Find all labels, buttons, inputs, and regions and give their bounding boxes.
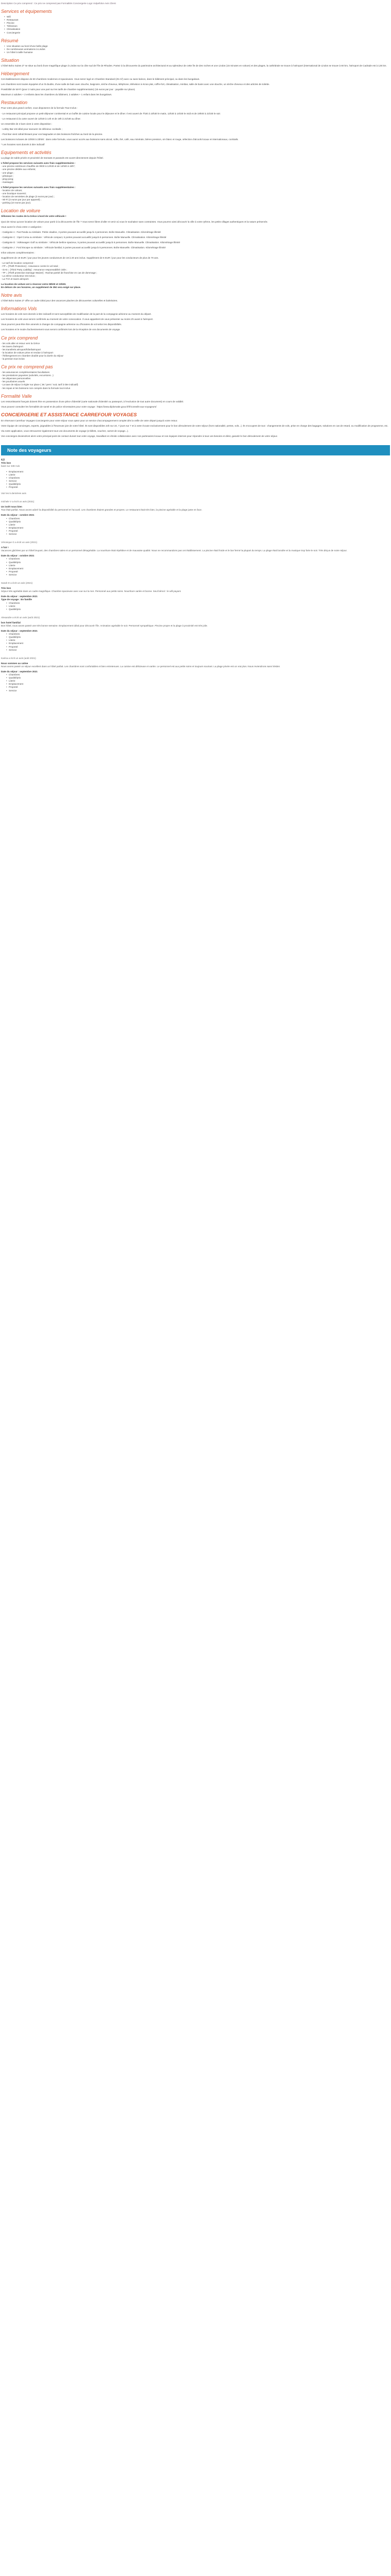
paragraph: Vous aurez le choix entre 4 catégories : [1,225,43,228]
criteria-item: • Qualité/prix [6,676,390,680]
criteria-item: • Qualité/prix [6,483,390,486]
paragraph: Les horaires de vols sont donnés à titre indicatif et sont susceptibles de modification de la part de la compagnie aérienne au moment du départ. [1,313,152,316]
paragraph: - Catégorie C : Opel Corsa ou similaire : Véhicule compact, 5 portes pouvant accueillir jusqu'à 5 personnes. Boîte Manuelle. Climatisation. Kilométrage illimité [1,235,167,239]
list-item: • Une situation au bord d'une belle plage [4,45,390,48]
review-title: Très bon [1,587,11,590]
paragraph: L'hôtel propose les services suivants avec frais supplémentaires : [1,162,76,165]
hebergement-title: Hébergement [1,71,29,77]
page [1,2,390,692]
criteria-item: • Chambres [6,477,390,480]
criteria-item: • Emplacement [6,567,390,570]
paragraph: Maximum 2 adultes + 2 enfants dans les chambres du bâtiment, 2 adultes + 1 enfant dans les bungalows. [1,93,112,96]
criteria-item: • Service [6,480,390,483]
paragraph: - Le restaurant à la carte ouvert de 12h30 à 14h et de 19h à 21h30 au dîner. [1,117,81,120]
criteria-item: • Literie [6,639,390,642]
review-text: Séjour très agréable dans un cadre magnifique. Chambre spacieuse avec vue sur la mer. Personnel aux petits soins. Nourriture variée et bonne. Seul bémol : le wifi payant. [1,590,182,593]
avis-title: Notre avis [1,293,22,298]
paragraph: La plage de sable privée et proximité de transats et parasols est ouvert directement depuis l'hôtel. [1,157,104,160]
list-item: • Un hôtel à taille humaine [4,51,390,54]
line: - une boutique souvenir; [1,192,27,195]
criteria-item: • Literie [6,605,390,608]
review-author: Sarah D a écrit un avis (2021) [1,582,33,585]
review-date: Date du séjour : septembre 2021 [1,630,38,633]
line: - TP = [Theft protection Damage Waiver] : Rachat partiel de franchise en cas de dommage ; [1,271,97,274]
line: - massages [1,180,13,183]
line: - les repas et les boissons non compris dans la formule tout inclus [1,386,71,389]
list-item: • Climatisation [4,28,390,31]
review-card [1,500,390,536]
paragraph: - Catégorie D : Volkswagen Golf ou similaire : Véhicule berline spacieux, 5 portes pouvant accueillir jusqu'à 5 personnes. Boîte Manuelle. Climatisation. Kilométrage illimité [1,241,181,244]
list-item: • Piscine [4,22,390,25]
resume-list [4,45,390,54]
paragraph: La location de voiture est à réserver entre 08h00 et 23h00. [1,282,67,285]
list-item: • Restaurant [4,19,390,22]
paragraph: Les horaires de vols vous seront confirmés au moment de votre convocation. Il vous appartient de vous présenter au moins 2h avant à l'aéroport. [1,318,154,321]
criteria-item: • Qualité/prix [6,608,390,611]
line: - la pension tout inclus [1,358,25,360]
list-item: • Conciergerie [4,31,390,35]
review-criteria [6,633,390,652]
criteria-item: • Literie [6,473,390,477]
criteria-item: • Service [6,533,390,536]
formalite-title: Formalité Valle [1,393,32,399]
reviews-count-link[interactable]: Voir les 5 dernières avis [1,492,26,495]
line: - les transferts aéroport/hôtel/aéroport [1,348,41,351]
review-author: Véronique G a écrit un avis (2021) [1,541,37,544]
review-criteria [6,517,390,536]
line: - ping-pong; [1,177,14,180]
paragraph: Vous pourrez peut-être être amenés à changer de compagnie aérienne ou d'horaires de vol selon les disponibilités. [1,323,122,326]
paragraph: En réservant Carrefour Voyages Conciergerie pour votre séjour vous optez pour un service d'accompagnement complet dès la veille de votre départ jusqu'à votre retour. [1,419,178,422]
review-title: Un isolé nous bien [1,505,22,509]
overall-score [1,459,390,495]
criteria-item: • Service [6,689,390,692]
review-trip-type: Type de voyage : En famille [1,598,32,601]
list-item: • Wifi [4,15,390,19]
paragraph: Quoi de mieux qu'une location de voiture pour partir à la découverte de l'île ? Vous serez libres d'aller et venir où vous le souhaitez sans contraintes. Vous pourrez ainsi découvrir la ville à votre rythme, les petits villages authentiques et la nature préservée. [1,220,268,223]
review-card [1,541,390,577]
line: - pétanque ; [1,174,14,177]
paragraph: En dehors de ces horaires, un supplément de 35€ sera exigé sur place. [1,285,81,289]
paragraph: - Pool Bar vient rafraîchissant pour vos baignades et des boissons fraîches au bord de la piscine. [1,132,103,135]
criteria-item: • Qualité/prix [6,561,390,564]
paragraph: Votre équipe de concierges, experts, joignables à l'heureuse joie de votre hôtel. Ils sont disponibles 24h sur 24, 7 jours sur 7 et à votre écoute exclusivement pour le bon déroulement de votre séjour (hors nationalité, pertes, vols...). Ils s'occupent de tout : changements de vols, prise en charge des bagages, solutions en cas de retard, ou modification de programme, etc. [1,424,388,427]
review-criteria [6,602,390,611]
services-title: Services et équipements [1,9,52,14]
line: - les prestations payantes (activités, excursions...) [1,374,54,377]
criteria-item: • Qualité/prix [6,636,390,639]
list-item: • Télévision [4,25,390,28]
review-criteria [6,673,390,692]
criteria-item: • Emplacement [6,470,390,473]
review-title: Nous sommes au calme [1,662,28,665]
line: - parking (10 euros par jour). [1,201,31,205]
situation-title: Situation [1,57,20,63]
informations-title: Informations Vols [1,306,37,312]
review-author: michele V a écrit un avis (2021) [1,500,35,503]
review-card [1,616,390,652]
criteria-item: • Propreté [6,686,390,689]
review-date: Date du séjour : octobre 2021 [1,514,35,517]
paragraph: Les ressortissants français doivent être en possession d'une pièce d'identité (carte nationale d'identité ou passeport, à l'exclusion de tout autre document) en cours de validité. [1,400,184,403]
criteria-item: • Emplacement [6,642,390,645]
criteria-item: • Emplacement [6,527,390,530]
criteria-item: • Chambres [6,517,390,520]
line: - les taxes d'aéroport [1,345,23,348]
paragraph: Cet établissement dispose de 60 chambres modernes et spacieuses. Vous serez logé en Chambre Standard (25 m²) avec ou sans balcon, dans le bâtiment principal, ou dans les bungalows. [1,78,200,81]
criteria-item: • Chambres [6,673,390,676]
services-list [4,15,390,35]
paragraph: Les horaires et le mode d'acheminement vous seront confirmés lors de la réception de vos documents de voyage. [1,328,121,331]
paragraph: L'hôtel Boho Suites Z* offre un cadre idéal pour des vacances placées de découvertes culturelles et balnéaires. [1,299,118,302]
criteria-item: • Literie [6,564,390,567]
paragraph: Vous pouvez consulter les formalités de santé et de police nécessaires pour votre voyage : https://www.diplomatie.gouv.fr/fr/conseils-aux-voyageurs/ [1,405,157,408]
line: - La 2ème conducteur est inclus ; [1,274,36,277]
review-date: Date du séjour : septembre 2021 [1,595,38,598]
criteria-item: • Propreté [6,570,390,573]
criteria-list [6,470,390,489]
review-text: Nous avons passé un séjour excellent dans un hôtel parfait. Les chambres sont confortables et bien entretenues. La cuisine est délicieuse et variée. Le personnel est aux petits soins et toujours souriant. La plage privée est un vrai plus. Nous reviendrons sans hésiter. [1,665,281,668]
review-text: Bon hôtel, nous avons passé une très bonne semaine. Emplacement idéal pour découvrir l'île. Animation agréable le soir. Personnel sympathique. Piscine propre et la plage à proximité est très jolie. [1,624,208,627]
restauration-title: Restauration [1,100,28,106]
activites-title: Equipements et activités [1,150,52,156]
line: - FP = [Théft Protection] : Assurance contre le vol total ; [1,265,59,268]
criteria-item: • Service [6,573,390,577]
review-date: Date du séjour : septembre 2021 [1,670,38,673]
review-author: Alexandre a écrit un avis (août 2021) [1,616,40,619]
line: - les dépenses personnelles [1,377,31,380]
location-title: Location de voiture [1,208,41,214]
paragraph: Les chambres sont toutes équipées d'un lit double, d'une salle de bain avec douche, baignoire, sèche-cheveux, téléphone, télévision à écran plat, coffre-fort, climatisation, minibar, salle de bains avec une douche, un sèche-cheveux et des articles de toilette. [1,83,270,86]
situation-text: L'hôtel Boho Suites Z* se situe au bord d'une magnifique plage à Lindos sur la côte sud de l'île de Rhodes. Partez à la découverte du patrimoine architectural et au splendeur de cette île de des roches et une Lindos (15 minutes en voiture) et des plages, la cathédrale se trouve à l'aéroport (international de Lindos se trouve à 60 km, l'aéroport de Cadrade est à 125 km. [1,64,387,67]
conciergerie-title: CONCIERGERIE ET ASSISTANCE CARREFOUR VOYAGES [1,412,137,418]
line: - la location de voiture prise et rendue à l'aéroport [1,351,53,354]
review-card [1,582,390,611]
line: - l'hébergement en chambre double pour la durée du séjour [1,354,63,357]
resume-title: Résumé [1,38,19,43]
paragraph: Vos concierges deviendront alors votre principal point de contact durant tout votre voyage, travaillant en étroite collaboration avec nos partenaires locaux et nos équipes internes pour répondre à tous vos besoins et désir, garantir le bon déroulement de votre séjour. [1,435,278,438]
line: - GAS = [Third Party Liability] : Assurance responsabilité civile ; [1,268,68,271]
paragraph: Les boissons incluses de 10h00 à 23h00 : dans cette formule, vous aurez accès aux boissons sans alcool, softs, thé, café, eau minérale, bières pression, vin blanc et rouge, sélection d'alcools locaux et internationaux, cocktails. [1,138,239,141]
line: - location de voiture; [1,189,23,192]
line: - La taxe de séjour à régler sur place ( 3€ / pers / nuit, tarif à titre indicatif) [1,383,78,386]
review-text: Tout était parfait. Nous avons adoré la disponibilité du personnel et l'accueil. Les chambres étaient grandes et propres. Le restaurant était très bien, la piscine agréable et la plage juste en face. [1,509,202,512]
review-date: Date du séjour : octobre 2021 [1,554,35,557]
paragraph: - Le restaurant principal propose un petit-déjeuner continental et un buffet de cuisine locale pour le déjeuner et le dîner. Il est ouvert de 7h30 à 10h30 le matin, 12h30 à 14h30 le midi et de 19h00 à 21h30 le soir. [1,112,221,115]
paragraph: Sillonnez les routes de la Grèce à bord de votre véhicule ! [1,215,67,218]
list-item: • De nombreuses animations à Lindos [4,48,390,51]
review-author: Karina a écrit un avis (août 2021) [1,656,36,659]
review-title: A fuir ! [1,546,9,549]
criteria-item: • Qualité/prix [6,520,390,523]
comprend-title: Ce prix comprend [1,335,38,341]
overall-basis: basé sur 339 Avis [1,465,20,468]
criteria-item: • Literie [6,680,390,683]
paragraph: - Lobby Bar est idéal pour savourer de délicieux cocktails ; [1,127,62,130]
reviews-banner: Note des voyageurs [1,445,390,455]
top-nav-note[interactable]: Description Ce prix comprend : Ce prix ne comprend pas Formalités Conciergerie Logo Vulpefolon Avis Client [1,2,116,5]
paragraph: Un ensemble de 2 bars vient à votre disposition : [1,122,53,125]
line: - une plage ; [1,171,14,174]
criteria-item: • Service [6,649,390,652]
criteria-item: • Emplacement [6,683,390,686]
paragraph: Possibilité de Wi-Fi (pour 2 nuits pour une part sur les tarifs de chambre supplémentaire) (15 euros par jour : payable sur place). [1,88,136,91]
review-card [1,657,390,692]
line: - La TVA et taxes aéroport. [1,277,29,280]
paragraph: Via notre application, vous retrouverez également tous vos documents de voyage (e-billets, voucher, carnet de voyage...). [1,430,129,433]
review-text: Vacances gâchées par un hôtel bruyant, des chambres sales et un personnel désagréable. La nourriture était répétitive et de mauvaise qualité. Nous ne recommandons pas cet établissement. La piscine était froide et le bar fermé la plupart du temps. La plage était bondée et la musique trop forte le soir. Très déçus de notre séjour. [1,549,347,552]
overall-rating: 4.0 [1,459,5,462]
footnote: * Les horaires sont donnés à titre indicatif [1,143,45,146]
line: - les vols aller et retour vers la Grèce [1,342,40,345]
paragraph: - Catégorie A : Fiat Panda ou similaire. Petite citadine, 3 portes pouvant accueillir jusqu'à 4 personnes. Boîte Manuelle. Climatisation. Kilométrage illimité [1,230,161,233]
criteria-item: • Chambres [6,557,390,561]
line: - Wi-Fi (2 euros par jour par appareil) ; [1,198,42,201]
paragraph: L'hôtel propose les services suivants avec frais supplémentaires : [1,185,76,189]
review-title: bon hotel familial [1,621,21,624]
line: - une piscine extérieure chauffée de 9h00 à 12h30 et de 14h00 à 19h*; [1,165,75,168]
overall-rating-label: Très bon [1,462,11,465]
nonc-title: Ce prix ne comprend pas [1,364,53,370]
line: - location de serviettes de plage (3 euros par jour) ; [1,195,55,198]
paragraph: Infos voitures complémentaires : [1,251,36,255]
line: - une piscine dédiée aux enfants; [1,168,36,171]
paragraph: - Catégorie J : Ford Escape ou similaire : Véhicule familial, 5 portes pouvant accueillir jusqu'à 5 personnes. Boîte Manuelle. Climatisation. Kilométrage illimité [1,246,166,249]
criteria-item: • Propreté [6,530,390,533]
criteria-item: • Propreté [6,486,390,489]
paragraph: Pour votre plus grand confort, vous disposerez de la formule Tout Inclus : [1,107,78,110]
review-criteria [6,557,390,577]
criteria-item: • Propreté [6,646,390,649]
paragraph: Supplément de 19 EUR / jour pour les jeunes conducteurs de 19 à 20 ans inclus. Supplément de 6 EUR / jour pour les conducteurs de plus de 70 ans. [1,257,159,260]
line: - les pourboires usuels [1,380,25,383]
line: - les assurances complémentaires facultatives [1,371,50,374]
criteria-item: • Chambres [6,633,390,636]
criteria-item: • Chambres [6,602,390,605]
criteria-item: • Literie [6,523,390,527]
paragraph: - Le tarif de location comprend : [1,262,35,265]
